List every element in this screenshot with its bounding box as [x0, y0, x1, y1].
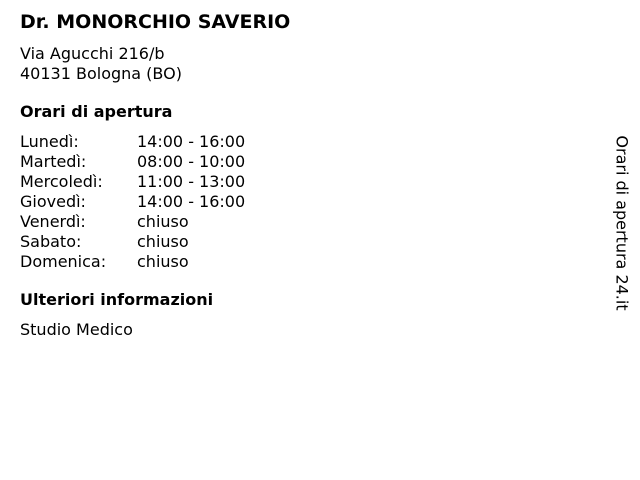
day-label: Mercoledì: [20, 172, 103, 191]
address-street: Via Agucchi 216/b [20, 44, 165, 63]
hours-row-friday [20, 212, 600, 232]
time-value: 14:00 - 16:00 [137, 132, 246, 151]
address-city: 40131 Bologna (BO) [20, 64, 182, 83]
hours-row-thursday [20, 192, 600, 212]
address-block [20, 44, 600, 84]
time-value: 11:00 - 13:00 [137, 172, 246, 191]
day-label: Giovedì: [20, 192, 86, 211]
hours-row-monday [20, 132, 600, 152]
business-name: Dr. MONORCHIO SAVERIO [20, 11, 291, 33]
time-value: 08:00 - 10:00 [137, 152, 246, 171]
time-value: chiuso [137, 252, 189, 271]
additional-info-text: Studio Medico [20, 320, 133, 339]
site-watermark: Orari di apertura 24.it [612, 135, 632, 311]
time-value: 14:00 - 16:00 [137, 192, 246, 211]
hours-row-sunday [20, 252, 600, 272]
day-label: Sabato: [20, 232, 82, 251]
hours-row-saturday [20, 232, 600, 252]
day-label: Domenica: [20, 252, 107, 271]
day-label: Lunedì: [20, 132, 79, 151]
day-label: Martedì: [20, 152, 87, 171]
opening-hours-table [20, 132, 600, 272]
business-card [20, 10, 600, 340]
hours-row-tuesday [20, 152, 600, 172]
additional-info-heading: Ulteriori informazioni [20, 290, 214, 309]
day-label: Venerdì: [20, 212, 86, 231]
hours-row-wednesday [20, 172, 600, 192]
time-value: chiuso [137, 212, 189, 231]
time-value: chiuso [137, 232, 189, 251]
opening-hours-heading: Orari di apertura [20, 102, 173, 121]
